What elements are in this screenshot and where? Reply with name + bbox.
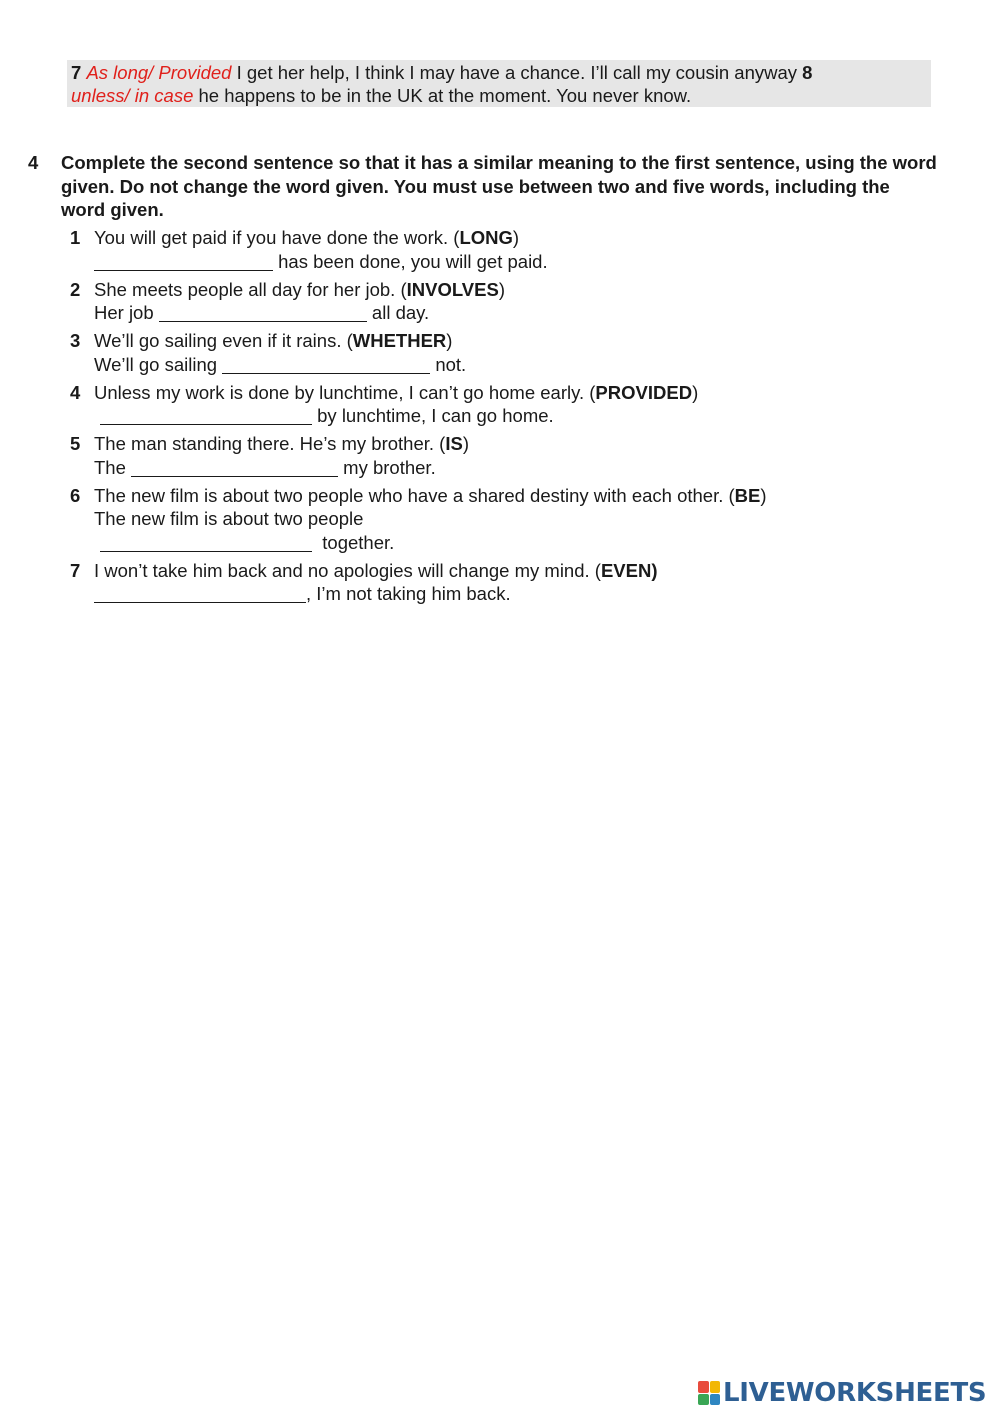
answer-line [94, 531, 930, 555]
prompt-line [94, 226, 930, 250]
exercise-item [70, 226, 930, 273]
answer-text: As long/ Provided [86, 62, 232, 83]
answer-blank[interactable] [100, 533, 312, 552]
answer-line [94, 353, 930, 377]
answer-suffix: together. [312, 531, 395, 553]
item-number: 5 [70, 433, 81, 454]
prompt-line [94, 484, 930, 508]
prompt-line [94, 329, 930, 353]
answer-prefix: The [94, 456, 132, 478]
answer-suffix: not. [430, 353, 467, 375]
answer-blank[interactable] [159, 303, 367, 322]
sentence-text: he happens to be in the UK at the moment. You never know. [193, 85, 692, 106]
exercise-items [70, 226, 930, 610]
exercise-item [70, 559, 930, 606]
prompt-text: She meets people all day for her job. ( [94, 278, 407, 300]
answer-prefix: The new film is about two people [94, 508, 364, 529]
item-number: 7 [71, 62, 82, 83]
prompt-line [94, 559, 930, 583]
item-number: 8 [802, 62, 813, 83]
answer-line [94, 301, 930, 325]
section-number: 4 [28, 152, 39, 173]
liveworksheets-logo [698, 1378, 986, 1408]
keyword: IS [445, 433, 463, 454]
answer-blank[interactable] [131, 458, 338, 477]
instructions: Complete the second sentence so that it has a similar meaning to the first sentence, using the word given. Do not change the word given. You must use between two and five words, including the word given. [61, 152, 937, 220]
exercise-item [70, 329, 930, 376]
answer-text: unless/ in case [71, 85, 194, 106]
prompt-text: The new film is about two people who have a shared destiny with each other. ( [94, 484, 735, 506]
answer-suffix: , I’m not taking him back. [306, 583, 511, 604]
keyword: BE [734, 484, 761, 506]
prompt-text: Unless my work is done by lunchtime, I can’t go home early. ( [94, 381, 596, 403]
item-number: 3 [70, 330, 81, 351]
exercise-item [70, 278, 930, 325]
exercise-item [70, 432, 930, 479]
prompt-text: We’ll go sailing even if it rains. ( [94, 330, 353, 351]
item-number: 1 [70, 227, 81, 248]
prompt-text: You will get paid if you have done the work. ( [94, 227, 460, 248]
keyword: INVOLVES [406, 278, 499, 300]
item-number: 7 [70, 559, 81, 581]
keyword: PROVIDED [595, 381, 693, 403]
answer-blank[interactable] [222, 355, 430, 374]
exercise-item [70, 484, 930, 555]
answer-blank[interactable] [94, 252, 273, 271]
close-paren: ) [462, 433, 469, 454]
keyword: EVEN) [600, 559, 658, 581]
prompt-text: I won’t take him back and no apologies will change my mind. ( [94, 559, 601, 581]
prompt-line [94, 381, 930, 405]
item-number: 2 [70, 278, 81, 300]
keyword: WHETHER [352, 330, 447, 351]
logo-wordmark: LIVEWORKSHEETS [723, 1378, 987, 1408]
close-paren: ) [512, 227, 520, 248]
close-paren: ) [692, 381, 699, 403]
answer-suffix: by lunchtime, I can go home. [312, 405, 554, 426]
answer-line [94, 582, 930, 606]
answer-blank[interactable] [100, 406, 312, 425]
answer-suffix: has been done, you will get paid. [273, 250, 548, 272]
answer-line [94, 404, 930, 428]
item-number: 6 [70, 484, 81, 506]
prompt-text: The man standing there. He’s my brother. ( [94, 433, 446, 454]
answer-line [94, 250, 930, 274]
exercise-section [28, 151, 938, 604]
exercise-item [70, 381, 930, 428]
close-paren: ) [446, 330, 453, 351]
answer-suffix: my brother. [338, 456, 436, 478]
logo-icon [698, 1381, 720, 1405]
prompt-line [94, 278, 930, 302]
keyword: LONG [459, 227, 513, 248]
answer-line [94, 456, 930, 480]
prompt-line [94, 432, 930, 456]
answer-suffix: all day. [366, 302, 430, 323]
previous-answers-box [67, 60, 931, 107]
sentence-text: I get her help, I think I may have a chance. I’ll call my cousin anyway [231, 62, 803, 83]
item-number: 4 [70, 381, 81, 403]
close-paren: ) [498, 278, 505, 300]
answer-prefix: Her job [94, 302, 159, 323]
close-paren: ) [760, 484, 767, 506]
answer-blank[interactable] [94, 584, 306, 603]
answer-prefix: We’ll go sailing [94, 353, 223, 375]
